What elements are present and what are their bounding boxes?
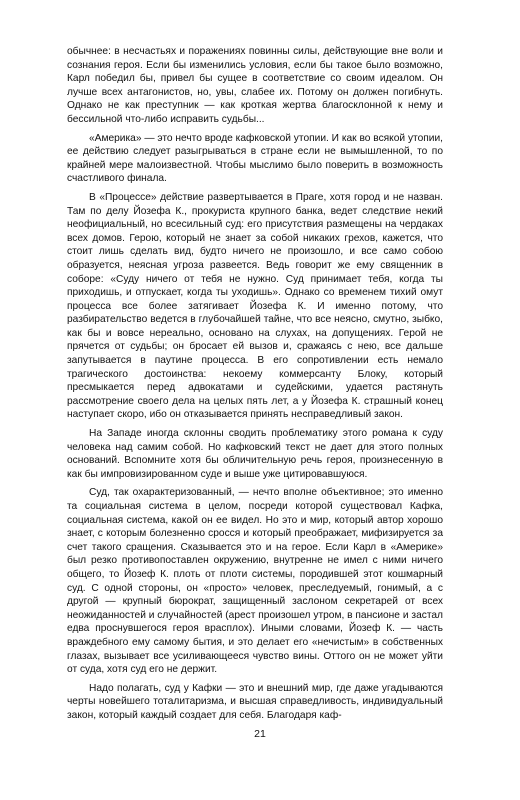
paragraph: Надо полагать, суд у Кафки — это и внешний мир, где даже угадываются черты новейшего тоталитаризма, и высшая справедливость, индивидуальный закон, который каждый создает для себя. Благодаря каф- xyxy=(67,682,443,721)
document-body xyxy=(67,45,443,728)
paragraph: Суд, так охарактеризованный, — нечто вполне объективное; это именно та социальная система в целом, посреди которой существовал Кафка, социальная система, какой он ее видел. Но это и мир, который автор хорошо знает, с которым болезненно сросся и который преображает, мифизируется за счет такого сращения. Сказывается это и на герое. Если Карл в «Америке» был резко противопоставлен окружению, внутренне не имел с ними ничего общего, то Йозеф К. плоть от плоти системы, породившей этот кошмарный суд. С одной стороны, он «просто» человек, преследуемый, гонимый, а с другой — крупный бюрократ, защищенный заслоном секретарей от всех неожиданностей и случайностей (арест произошел утром, в пансионе и застал едва проснувшегося героя врасплох). Иными словами, Йозеф К. — часть враждебного ему самому бытия, и это делает его «нечистым» в собственных глазах, вызывает все усиливающееся чувство вины. Оттого он не может уйти от суда, хотя суд его не держит. xyxy=(67,487,443,676)
paragraph: «Америка» — это нечто вроде кафковской утопии. И как во всякой утопии, ее действию следует разыгрываться в стране если не вымышленной, то по крайней мере малоизвестной. Чтобы мыслимо было поверить в возможность счастливого финала. xyxy=(67,132,443,185)
paragraph: На Западе иногда склонны сводить проблематику этого романа к суду человека над самим собой. Но кафковский текст не дает для этого полных оснований. Вспомните хотя бы обличительную речь героя, произнесенную в как бы импровизированном суде и выше уже цитировавшуюся. xyxy=(67,428,443,480)
page-number: 21 xyxy=(254,728,266,740)
paragraph: В «Процессе» действие развертывается в Праге, хотя город и не назван. Там по делу Йозефа К., прокуриста крупного банка, ведет следствие некий неофициальный, но всесильный суд: его присутствия размещены на чердаках всех домов. Герою, который не знает за собой никаких грехов, кажется, что стоит лишь сделать вид, будто ничего не произошло, и все само собою образуется, неясная угроза развеется. Ведь говорит же ему священник в соборе: «Суду ничего от тебя не нужно. Суд принимает тебя, когда ты приходишь, и отпускает, когда ты уходишь». Однако со временем тихий омут процесса все более затягивает Йозефа К. И именно потому, что разбирательство ведется в глубочайшей тайне, что все неясно, смутно, зыбко, как бы и вовсе нереально, основано на слухах, на допущениях. Герой не прячется от судьбы; он бросает ей вызов и, сражаясь с нею, все дальше запутывается в паутине процесса. В его сопротивлении есть немало трагического достоинства: некоему коммерсанту Блоку, который пресмыкается перед адвокатами и судейскими, удается растянуть рассмотрение своего дела на целых пять лет, а у Йозефа К. страшный конец наступает скоро, ибо он отказывается принять несправедливый закон. xyxy=(67,191,443,421)
paragraph: обычнее: в несчастьях и поражениях повинны силы, действующие вне воли и сознания героя. Если бы изменились условия, если бы такое было возможно, Карл победил бы, привел бы сущее в соответствие со своим идеалом. Он лучше всех антагонистов, но, увы, слабее их. Потому он должен погибнуть. Однако не как преступник — как кроткая жертва благосклонной к нему и бессильной что-либо исправить судьбы... xyxy=(67,46,443,125)
